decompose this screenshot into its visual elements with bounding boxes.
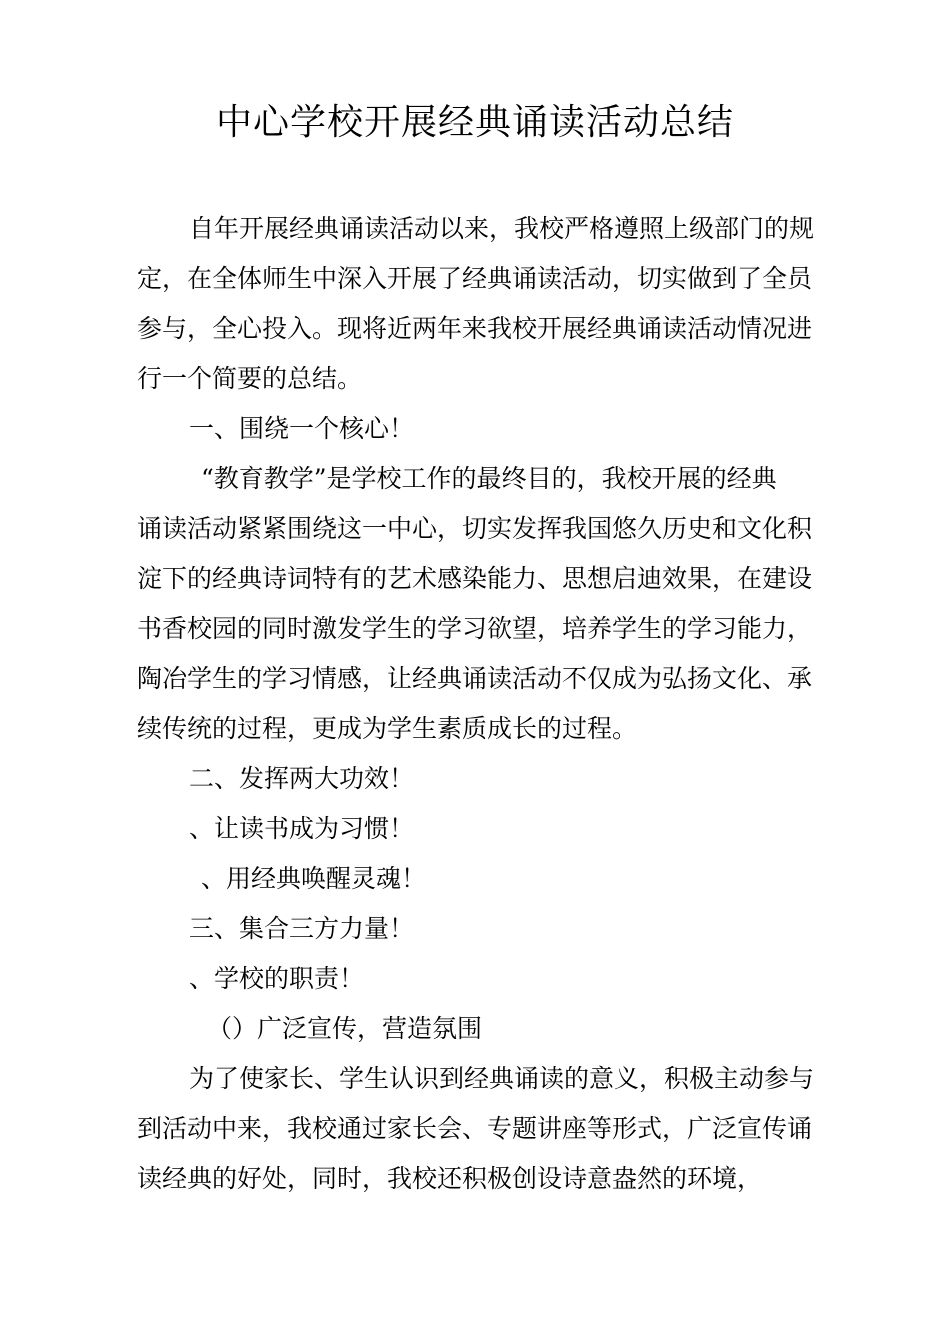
paragraph-line: 诵读活动紧紧围绕这一中心，切实发挥我国悠久历史和文化积 [137,514,813,543]
subsection-heading: 、学校的职责！ [189,964,365,993]
paragraph-line: 陶冶学生的学习情感，让经典诵读活动不仅成为弘扬文化、承 [137,664,813,693]
paragraph-line: 读经典的好处，同时，我校还积极创设诗意盎然的环境， [137,1164,763,1193]
section-heading: 三、集合三方力量！ [189,914,415,943]
paragraph-line: 行一个简要的总结。 [137,364,363,393]
section-heading: 一、围绕一个核心！ [189,414,415,443]
paragraph-line: 自年开展经典诵读活动以来，我校严格遵照上级部门的规 [189,214,815,243]
subsection-heading: 、用经典唤醒灵魂！ [201,864,427,893]
item-heading: （）广泛宣传，营造氛围 [207,1014,483,1043]
paragraph-line: 淀下的经典诗词特有的艺术感染能力、思想启迪效果，在建设 [137,564,813,593]
paragraph-line: 续传统的过程，更成为学生素质成长的过程。 [137,714,638,743]
paragraph-line: “教育教学”是学校工作的最终目的，我校开展的经典 [201,464,777,493]
subsection-heading: 、让读书成为习惯！ [189,814,415,843]
paragraph-line: 书香校园的同时激发学生的学习欲望，培养学生的学习能力， [137,614,813,643]
paragraph-line: 为了使家长、学生认识到经典诵读的意义，积极主动参与 [189,1064,815,1093]
paragraph-line: 参与，全心投入。现将近两年来我校开展经典诵读活动情况进 [137,314,813,343]
paragraph-line: 定，在全体师生中深入开展了经典诵读活动，切实做到了全员 [137,264,813,293]
document-body [137,204,837,1204]
paragraph-line: 到活动中来，我校通过家长会、专题讲座等形式，广泛宣传诵 [137,1114,813,1143]
document-title: 中心学校开展经典诵读活动总结 [215,102,734,143]
section-heading: 二、发挥两大功效！ [189,764,415,793]
